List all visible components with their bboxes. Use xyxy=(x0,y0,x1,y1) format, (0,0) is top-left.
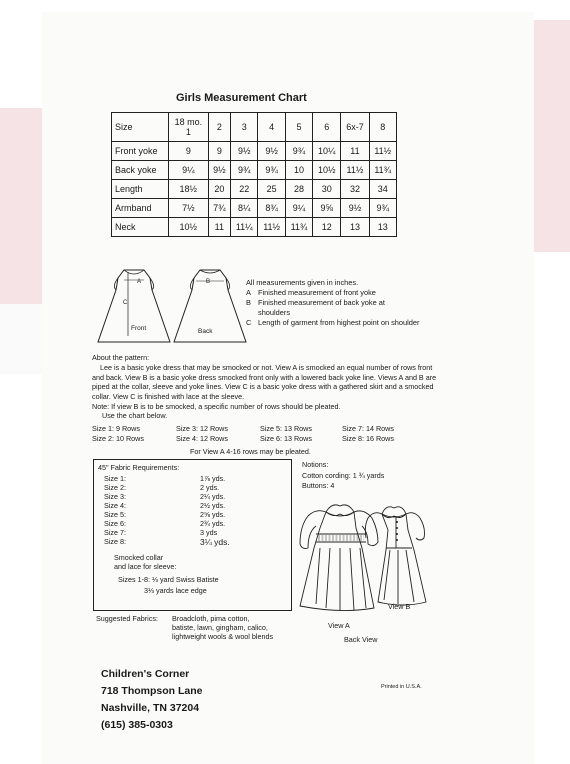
rows-size-4: Size 4: 12 Rows xyxy=(176,434,228,443)
row-label: Length xyxy=(112,180,169,199)
rows-size-3: Size 3: 12 Rows xyxy=(176,424,228,433)
company-phone: (615) 385-0303 xyxy=(101,719,173,731)
table-cell: 11½ xyxy=(258,218,285,237)
table-cell: 10½ xyxy=(313,161,341,180)
table-cell: 9¼ xyxy=(285,199,312,218)
about-note-chart: Use the chart below. xyxy=(102,411,168,420)
table-cell: 25 xyxy=(258,180,285,199)
table-cell: 11 xyxy=(341,142,369,161)
header-cell: Size xyxy=(112,113,169,142)
diagram-mark-b: B xyxy=(206,279,211,285)
table-cell: 13 xyxy=(369,218,396,237)
legend-letter-a: A xyxy=(246,288,251,297)
fabric-amount: 2 yds. xyxy=(200,483,220,492)
suggested-line-3: lightweight wools & wool blends xyxy=(172,632,274,641)
rows-size-5: Size 5: 13 Rows xyxy=(260,424,312,433)
front-label: Front xyxy=(131,325,147,332)
dress-front-diagram xyxy=(94,266,174,346)
fabric-heading: 45" Fabric Requirements: xyxy=(98,463,180,472)
table-cell: 10 xyxy=(285,161,312,180)
table-cell: 9¾ xyxy=(285,142,312,161)
legend-text-a: Finished measurement of front yoke xyxy=(258,288,376,297)
rows-size-2: Size 2: 10 Rows xyxy=(92,434,144,443)
rows-size-1: Size 1: 9 Rows xyxy=(92,424,140,433)
table-cell: 22 xyxy=(231,180,258,199)
table-cell: 9 xyxy=(208,142,230,161)
fabric-size-label: Size 6: xyxy=(104,519,126,528)
fabric-requirements-box xyxy=(93,459,292,611)
table-cell: 8¾ xyxy=(258,199,285,218)
header-cell: 5 xyxy=(285,113,312,142)
table-cell: 9¼ xyxy=(169,161,209,180)
table-cell: 9⅝ xyxy=(313,199,341,218)
table-cell: 8¼ xyxy=(231,199,258,218)
back-view-label: Back View xyxy=(344,635,378,644)
table-cell: 9¾ xyxy=(231,161,258,180)
header-cell: 8 xyxy=(369,113,396,142)
header-cell: 4 xyxy=(258,113,285,142)
fabric-amount: 2¼ yds. xyxy=(200,492,226,501)
fabric-amount: 2½ yds. xyxy=(200,501,226,510)
table-cell: 10¼ xyxy=(313,142,341,161)
table-cell: 9 xyxy=(169,142,209,161)
legend-text-b: Finished measurement of back yoke at shoulders xyxy=(258,298,385,317)
row-label: Neck xyxy=(112,218,169,237)
header-cell: 3 xyxy=(231,113,258,142)
suggested-line-1: Broadcloth, pima cotton, xyxy=(172,614,250,623)
about-heading: About the pattern: xyxy=(92,353,150,362)
paper-tab-left xyxy=(0,304,44,374)
fabric-size-label: Size 5: xyxy=(104,510,126,519)
table-cell: 32 xyxy=(341,180,369,199)
table-cell: 11¼ xyxy=(231,218,258,237)
table-cell: 9½ xyxy=(208,161,230,180)
notions-buttons: Buttons: 4 xyxy=(302,481,335,490)
table-cell: 10½ xyxy=(169,218,209,237)
table-cell: 7¾ xyxy=(208,199,230,218)
view-a-label: View A xyxy=(328,621,350,630)
fabric-amount: 1⅞ yds. xyxy=(200,474,226,483)
about-body: Lee is a basic yoke dress that may be smocked or not. View A is smocked an equal number of rows front and back. View B is a basic yoke dress smocked front only with a lowered back yoke line. Views A and B are piped at the collar, sleeve and yoke lines. View C is a basic yoke dress with a gathered skirt and a smocked collar. View C is finished with lace at the sleeve. xyxy=(92,363,437,401)
company-street: 718 Thompson Lane xyxy=(101,685,203,697)
view-b-label: View B xyxy=(388,602,411,611)
about-note: Note: If view B is to be smocked, a specific number of rows should be pleated. xyxy=(92,402,341,411)
chart-title: Girls Measurement Chart xyxy=(176,92,307,104)
table-cell: 9½ xyxy=(341,199,369,218)
fabric-amount: 2⅝ yds. xyxy=(200,510,226,519)
table-cell: 11¾ xyxy=(369,161,396,180)
fabric-size-label: Size 8: xyxy=(104,537,126,546)
batiste-line: Sizes 1-8: ⅓ yard Swiss Batiste xyxy=(118,575,219,584)
collar-heading-2: and lace for sleeve: xyxy=(114,562,177,571)
notions-cording: Cotton cording: 1 ¾ yards xyxy=(302,471,385,480)
fabric-amount: 3¼ yds. xyxy=(200,537,230,547)
rows-size-7: Size 7: 14 Rows xyxy=(342,424,394,433)
rows-size-6: Size 6: 13 Rows xyxy=(260,434,312,443)
pink-tab-right xyxy=(528,20,570,252)
table-cell: 7½ xyxy=(169,199,209,218)
table-cell: 11¾ xyxy=(285,218,312,237)
view-a-rows: For View A 4-16 rows may be pleated. xyxy=(190,447,311,456)
table-cell: 34 xyxy=(369,180,396,199)
collar-heading: Smocked collar xyxy=(114,553,164,562)
suggested-line-2: batiste, lawn, gingham, calico, xyxy=(172,623,268,632)
lace-line: 3⅓ yards lace edge xyxy=(144,586,207,595)
fabric-size-label: Size 4: xyxy=(104,501,126,510)
fabric-amount: 3 yds xyxy=(200,528,218,537)
notions-heading: Notions: xyxy=(302,460,329,469)
row-label: Armband xyxy=(112,199,169,218)
printed-in-usa: Printed in U.S.A. xyxy=(381,684,422,690)
table-cell: 12 xyxy=(313,218,341,237)
table-cell: 13 xyxy=(341,218,369,237)
legend-intro: All measurements given in inches. xyxy=(246,278,359,287)
table-cell: 11½ xyxy=(369,142,396,161)
row-label: Back yoke xyxy=(112,161,169,180)
diagram-mark-c: C xyxy=(123,300,128,306)
table-row xyxy=(112,142,397,161)
legend-text-c: Length of garment from highest point on shoulder xyxy=(258,318,420,327)
company-city: Nashville, TN 37204 xyxy=(101,702,200,714)
pink-tab-left xyxy=(0,108,44,304)
table-cell: 11½ xyxy=(341,161,369,180)
measurement-table xyxy=(111,112,397,237)
diagram-mark-a: A xyxy=(137,279,142,285)
header-cell: 18 mo. 1 xyxy=(169,113,209,142)
row-label: Front yoke xyxy=(112,142,169,161)
fabric-size-label: Size 1: xyxy=(104,474,126,483)
legend-letter-b: B xyxy=(246,298,251,307)
legend-letter-c: C xyxy=(246,318,252,327)
fabric-size-label: Size 3: xyxy=(104,492,126,501)
table-cell: 9½ xyxy=(231,142,258,161)
table-row xyxy=(112,161,397,180)
table-cell: 20 xyxy=(208,180,230,199)
table-cell: 9¾ xyxy=(369,199,396,218)
header-cell: 6x-7 xyxy=(341,113,369,142)
header-cell: 2 xyxy=(208,113,230,142)
table-cell: 9½ xyxy=(258,142,285,161)
fabric-size-label: Size 2: xyxy=(104,483,126,492)
table-cell: 9¾ xyxy=(258,161,285,180)
table-cell: 11 xyxy=(208,218,230,237)
header-cell: 6 xyxy=(313,113,341,142)
suggested-label: Suggested Fabrics: xyxy=(96,614,158,623)
back-label: Back xyxy=(198,328,213,335)
table-row xyxy=(112,218,397,237)
dress-illustration xyxy=(286,488,436,620)
table-cell: 30 xyxy=(313,180,341,199)
rows-size-8: Size 8: 16 Rows xyxy=(342,434,394,443)
fabric-size-label: Size 7: xyxy=(104,528,126,537)
table-cell: 18½ xyxy=(169,180,209,199)
table-row xyxy=(112,180,397,199)
table-cell: 28 xyxy=(285,180,312,199)
table-row xyxy=(112,199,397,218)
table-header-row xyxy=(112,113,397,142)
company-name: Children's Corner xyxy=(101,668,190,680)
fabric-amount: 2¾ yds. xyxy=(200,519,226,528)
